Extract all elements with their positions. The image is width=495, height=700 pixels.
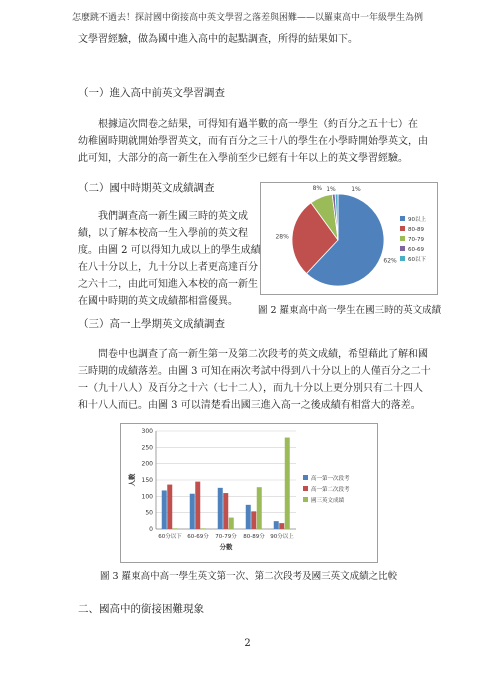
section-1-line: 此可知，大部分的高一新生在入學前至少已經有十年以上的英文學習經驗。 bbox=[78, 153, 408, 164]
bar-chart-figure-3 bbox=[120, 423, 378, 563]
legend-swatch bbox=[400, 226, 405, 231]
bar bbox=[167, 485, 172, 529]
section-3-line: 和十八人而已。由圖 3 可以清楚看出國三進入高一之後成績有相當大的落差。 bbox=[78, 400, 421, 411]
x-tick-label: 90分以上 bbox=[270, 534, 294, 540]
bar bbox=[274, 521, 279, 529]
bar bbox=[285, 438, 290, 529]
section-4-heading: 二、國高中的銜接困難現象 bbox=[78, 603, 204, 615]
pie-data-label: 28% bbox=[275, 233, 289, 241]
pie-data-label: 62% bbox=[383, 257, 397, 265]
section-2-line: 我們調查高一新生國三時的英文成 bbox=[98, 211, 248, 222]
y-tick-label: 250 bbox=[141, 444, 153, 452]
legend-label: 60以下 bbox=[408, 257, 426, 263]
section-1-body bbox=[78, 116, 438, 167]
legend-label: 90以上 bbox=[408, 217, 426, 223]
legend-swatch bbox=[400, 236, 405, 241]
y-tick-label: 150 bbox=[141, 477, 153, 484]
bar bbox=[257, 487, 262, 529]
section-2-line: 度。由圖 2 可以得知九成以上的學生成績 bbox=[78, 245, 261, 256]
figure-3-caption: 圖 3 羅東高中高一學生英文第一次、第二次段考及國三英文成績之比較 bbox=[100, 571, 398, 582]
x-tick-label: 60-69分 bbox=[187, 534, 209, 540]
section-2-body bbox=[78, 208, 264, 310]
legend-swatch bbox=[303, 497, 308, 502]
x-tick-label: 60分以下 bbox=[158, 534, 182, 540]
bar bbox=[229, 518, 234, 529]
running-header: 怎麼跳不過去！探討國中銜接高中英文學習之落差與困難——以羅東高中一年級學生為例 bbox=[71, 13, 423, 23]
x-axis-title: 分數 bbox=[219, 543, 233, 551]
section-3-body bbox=[78, 346, 438, 414]
section-1-line: 幼稚園時期就開始學習英文，而有百分之三十八的學生在小學時開始學英文，由 bbox=[78, 136, 428, 147]
y-tick-label: 200 bbox=[141, 460, 153, 468]
section-2-line: 在八十分以上，九十分以上者更高達百分 bbox=[78, 262, 258, 273]
y-tick-label: 300 bbox=[141, 428, 153, 435]
section-2-heading: （二）國中時期英文成績調查 bbox=[78, 182, 215, 194]
bar bbox=[218, 488, 223, 529]
y-tick-label: 100 bbox=[141, 493, 153, 501]
y-axis-title: 人數 bbox=[128, 473, 136, 487]
section-3-line: 一（九十八人）及百分之十六（七十二人），而九十分以上更分別只有二十四人 bbox=[78, 383, 423, 394]
x-tick-label: 80-89分 bbox=[243, 534, 265, 540]
bar bbox=[246, 505, 251, 529]
bar bbox=[195, 482, 200, 529]
section-1-heading: （一）進入高中前英文學習調查 bbox=[78, 87, 225, 99]
legend-swatch bbox=[400, 256, 405, 261]
legend-swatch bbox=[400, 216, 405, 221]
bar bbox=[190, 494, 195, 529]
bar bbox=[223, 493, 228, 529]
pie-data-label: 1% bbox=[351, 186, 361, 193]
legend-swatch bbox=[303, 475, 308, 480]
legend-label: 80-89 bbox=[408, 227, 424, 233]
page-number: 2 bbox=[244, 638, 251, 649]
bar bbox=[201, 528, 206, 529]
legend-label: 60-69 bbox=[408, 247, 424, 253]
section-3-line: 三時期的成績落差。由圖 3 可知在兩次考試中得到八十分以上的人僅百分之二十 bbox=[78, 366, 431, 377]
section-3-line: 問卷中也調查了高一新生第一及第二次段考的英文成績，希望藉此了解和國 bbox=[98, 349, 428, 360]
figure-2-caption: 圖 2 羅東高中高一學生在國三時的英文成績 bbox=[258, 305, 442, 316]
bar bbox=[279, 523, 284, 529]
legend-label: 70-79 bbox=[408, 237, 424, 243]
pie-chart-figure-2 bbox=[260, 182, 438, 295]
pie-data-label: 8% bbox=[312, 184, 323, 192]
legend-label: 國三英文成績 bbox=[311, 498, 345, 504]
section-2-line: 之六十二，由此可知進入本校的高一新生 bbox=[78, 279, 258, 290]
x-tick-label: 70-79分 bbox=[215, 534, 237, 540]
y-tick-label: 50 bbox=[145, 509, 153, 517]
pie-data-label: 1% bbox=[326, 186, 336, 193]
intro-line: 文學習經驗，做為國中進入高中的起點調查，所得的結果如下。 bbox=[78, 34, 358, 45]
legend-swatch bbox=[400, 246, 405, 251]
legend-label: 高一第二次段考 bbox=[311, 487, 350, 493]
section-2-line: 績，以了解本校高一生入學前的英文程 bbox=[78, 228, 248, 239]
section-1-line: 根據這次問卷之結果，可得知有過半數的高一學生（約百分之五十七）在 bbox=[98, 119, 418, 130]
section-2-line: 在國中時期的英文成績都相當優異。 bbox=[78, 296, 238, 307]
y-tick-label: 0 bbox=[149, 526, 153, 533]
bar bbox=[162, 490, 167, 529]
legend-swatch bbox=[303, 486, 308, 491]
legend-label: 高一第一次段考 bbox=[311, 476, 350, 482]
chart-frame bbox=[121, 424, 378, 563]
section-3-heading: （三）高一上學期英文成績調查 bbox=[78, 318, 225, 330]
bar bbox=[173, 528, 178, 529]
bar bbox=[251, 511, 256, 529]
